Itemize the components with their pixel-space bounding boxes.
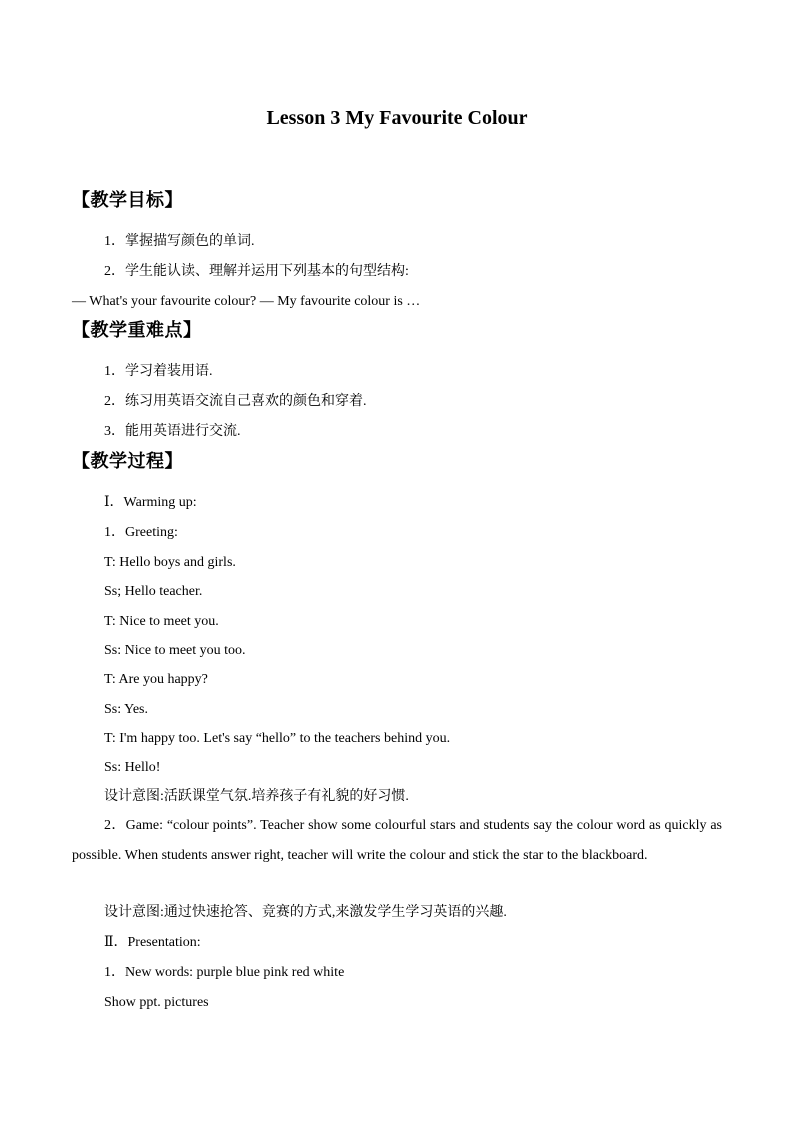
section-heading-key-points: 【教学重难点】 bbox=[72, 320, 202, 341]
process-line: Ss: Yes. bbox=[104, 702, 148, 717]
section-heading-goals: 【教学目标】 bbox=[72, 190, 183, 211]
design-intent-line: 设计意图:通过快速抢答、竞赛的方式,来激发学生学习英语的兴趣. bbox=[104, 905, 507, 920]
process-line: T: I'm happy too. Let's say “hello” to the teachers behind you. bbox=[104, 731, 451, 746]
process-line: Ⅰ．Warming up: bbox=[104, 495, 197, 510]
key-point-item: 3．能用英语进行交流. bbox=[104, 424, 241, 439]
process-line: Ss: Nice to meet you too. bbox=[104, 643, 246, 658]
process-line: T: Nice to meet you. bbox=[104, 614, 219, 629]
key-point-item: 2．练习用英语交流自己喜欢的颜色和穿着. bbox=[104, 394, 367, 409]
process-line: Show ppt. pictures bbox=[104, 995, 209, 1010]
process-line: T: Hello boys and girls. bbox=[104, 555, 236, 570]
process-line: 1．New words: purple blue pink red white bbox=[104, 965, 345, 980]
game-paragraph: 2．Game: “colour points”. Teacher show some colourful stars and students say the colour word as quickly as possible. When students answer right, teacher will write the colour and stick the star to the blackboard. bbox=[72, 818, 722, 863]
process-line: Ss: Hello! bbox=[104, 760, 161, 775]
design-intent-line: 设计意图:活跃课堂气氛.培养孩子有礼貌的好习惯. bbox=[104, 789, 409, 804]
goal-sentence-pattern: — What's your favourite colour? — My favourite colour is … bbox=[72, 294, 421, 309]
process-line: T: Are you happy? bbox=[104, 672, 208, 687]
process-line: Ss; Hello teacher. bbox=[104, 584, 203, 599]
process-line: 1．Greeting: bbox=[104, 525, 178, 540]
document-title: Lesson 3 My Favourite Colour bbox=[266, 107, 528, 129]
process-line: Ⅱ．Presentation: bbox=[104, 935, 201, 950]
goal-item: 2．学生能认读、理解并运用下列基本的句型结构: bbox=[104, 264, 409, 279]
section-heading-process: 【教学过程】 bbox=[72, 451, 183, 472]
key-point-item: 1．学习着装用语. bbox=[104, 364, 213, 379]
goal-item: 1．掌握描写颜色的单词. bbox=[104, 234, 255, 249]
